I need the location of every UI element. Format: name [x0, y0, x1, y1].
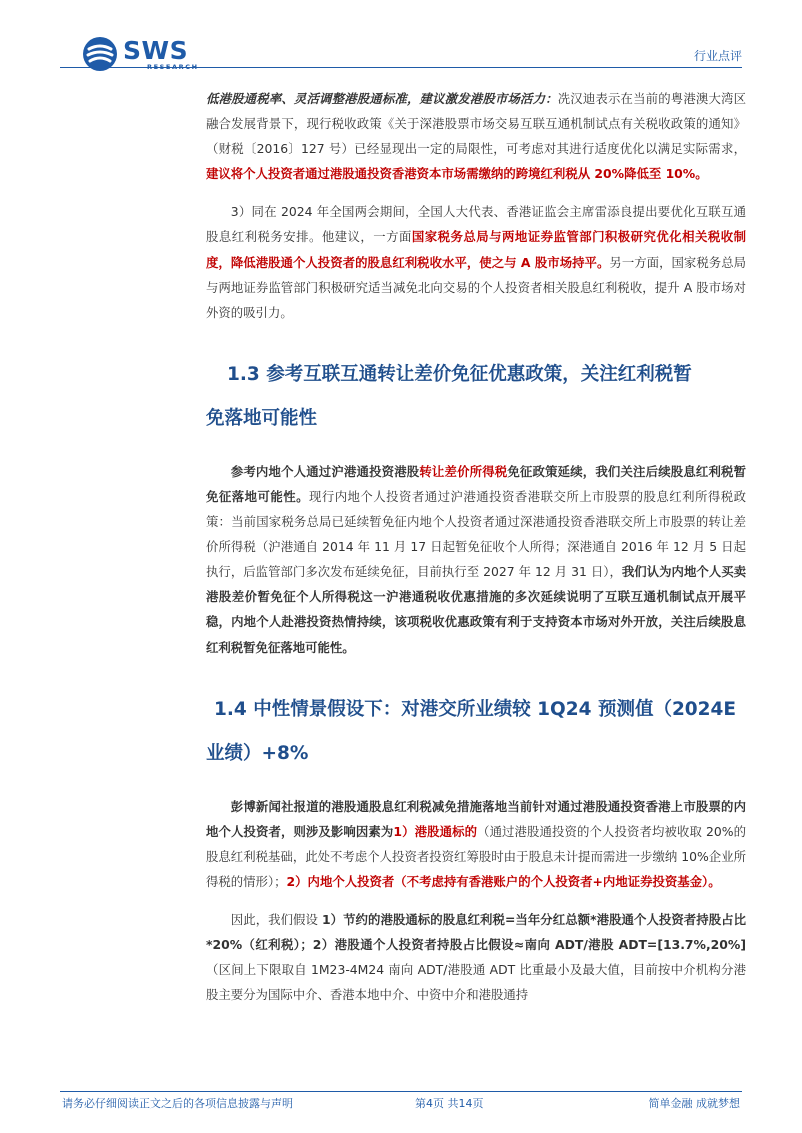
bold-text: 1）节约的港股通标的股息红利税=当年分红总额*港股通个人投资者持股占比*20%（红利税）；2）港股通个人投资者持股占比假设≈南向 ADT/港股 ADT=[13.7%,20%] [206, 911, 746, 953]
body-text: 因此，我们假设 [230, 911, 322, 927]
heading-line: 1.3 参考互联互通转让差价免征优惠政策，关注红利税暂 [227, 363, 692, 385]
report-body [206, 86, 746, 1007]
highlight-text: 转让差价所得税 [419, 463, 508, 479]
section-heading-1-3 [206, 353, 746, 441]
highlight-text: 国家税务总局与两地证券监管部门积极研究优化相关税收制度，降低港股通个人投资者的股息红利税收水平，使之与 A 股市场持平。 [206, 229, 747, 270]
page-header [0, 0, 802, 82]
body-text: 现行内地个人投资者通过沪港通投资香港联交所上市股票的股息红利所得税政策：当前国家税务总局已延续暂免征内地个人投资者通过深港通投资香港联交所上市股票的转让差价所得税（沪港通自 2014 年 11 月 17 日起暂免征收个人所得；深港通自 2016 年 12 月 5 日起执行，后监管部门多次发布延续免征，目前执行至 2027 年 12 月 31 日）， [206, 488, 747, 580]
bold-text: 免征政策延续，我们关注后续股息红利税暂免征落地可能性。 [206, 463, 747, 504]
footer-divider [60, 1091, 742, 1092]
highlight-text: 建议将个人投资者通过港股通投资香港资本市场需缴纳的跨境红利税从 20%降低至 10%。 [206, 166, 708, 182]
body-text: （区间上下限取自 1M23-4M24 南向 ADT/港股通 ADT 比重最小及最大值，目前按中介机构分港股主要分为国际中介、香港本地中介、中资中介和港股通持 [206, 962, 746, 1003]
footer-slogan: 简单金融 成就梦想 [648, 1097, 740, 1110]
page-number: 第4页 共14页 [415, 1097, 484, 1110]
paragraph-exemption-policy [206, 459, 746, 660]
heading-line: 1.4 中性情景假设下：对港交所业绩较 1Q24 预测值（2024E [214, 698, 737, 720]
body-text: 3）同在 2024 年全国两会期间，全国人大代表、香港证监会主席雷添良提出要优化互联互通股息红利税务安排。他建议，一方面 [206, 204, 746, 245]
heading-line: 业绩）+8% [206, 742, 309, 764]
section-heading-1-4 [206, 688, 746, 776]
highlight-text: 2）内地个人投资者（不考虑持有香港账户的个人投资者+内地证券投资基金）。 [286, 873, 721, 889]
lead-in-heading: 低港股通税率、灵活调整港股通标准，建议激发港股市场活力： [206, 91, 558, 106]
body-text: 冼汉迪表示在当前的粤港澳大湾区融合发展背景下，现行税收政策《关于深港股票市场交易互联互通机制试点有关税收政策的通知》（财税〔2016〕127 号）已经显现出一定的局限性，可考虑对其进行适度优化以满足实际需求， [206, 91, 747, 157]
highlight-text: 1）港股通标的 [393, 823, 478, 839]
document-type-label: 行业点评 [693, 49, 742, 63]
body-text: （通过港股通投资的个人投资者均被收取 20%的股息红利税基础，此处不考虑个人投资者投资红筹股时由于股息未计提而需进一步缴纳 10%企业所得税的情形）； [206, 823, 747, 889]
bold-text: 彭博新闻社报道的港股通股息红利税减免措施落地当前针对通过港股通投资香港上市股票的内地个人投资者，则涉及影响因素为 [206, 798, 746, 839]
body-text: 另一方面，国家税务总局与两地证券监管部门积极研究适当减免北向交易的个人投资者相关股息红利税收，提升 A 股市场对外资的吸引力。 [206, 254, 747, 320]
footer-disclaimer: 请务必仔细阅读正文之后的各项信息披露与声明 [62, 1097, 293, 1110]
logo-wordmark: SWS [123, 35, 189, 65]
paragraph-assumptions [206, 907, 746, 1007]
header-divider [60, 67, 742, 68]
paragraph-impact-factors [206, 794, 746, 894]
bold-text: 参考内地个人通过沪港通投资港股 [230, 463, 420, 479]
bold-text: 我们认为内地个人买卖港股差价暂免征个人所得税这一沪港通税收优惠措施的多次延续说明了互联互通机制试点开展平稳，内地个人赴港投资热情持续，该项税收优惠政策有利于支持资本市场对外开放，关注后续股息红利税暂免征落地可能性。 [206, 564, 747, 655]
paragraph-two-sessions-proposal [206, 199, 746, 324]
logo-subtext: RESEARCH [147, 62, 199, 71]
paragraph-tax-rate-proposal [206, 86, 746, 186]
heading-line: 免落地可能性 [206, 407, 318, 429]
